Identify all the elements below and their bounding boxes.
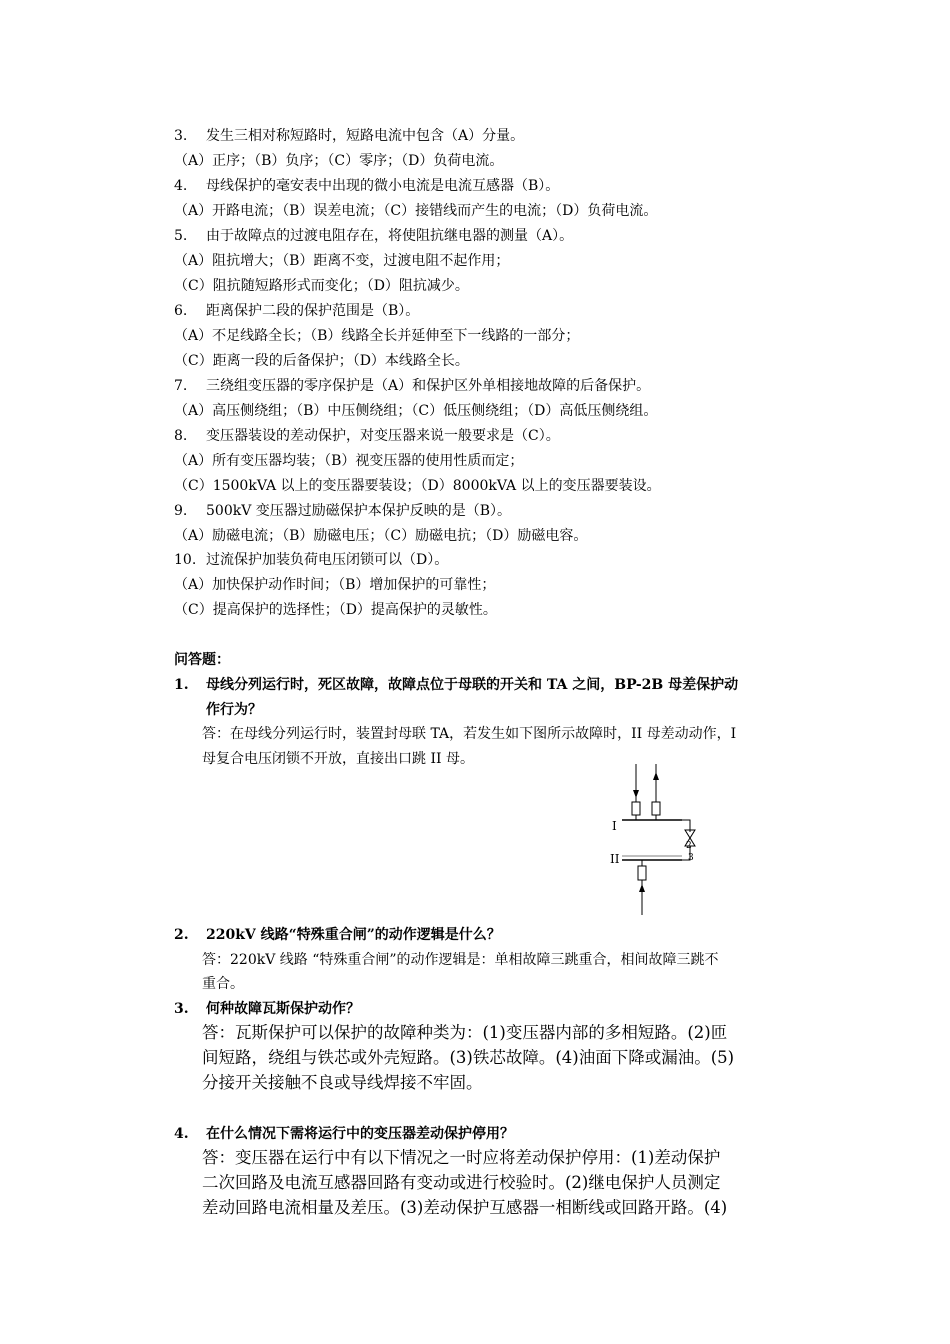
qa-3-answer-2: 间短路，绕组与铁芯或外壳短路。(3)铁芯故障。(4)油面下降或漏油。(5) bbox=[202, 1048, 735, 1067]
question-10: 10. 过流保护加装负荷电压闭锁可以（D）。 bbox=[174, 552, 449, 568]
qa-2-question: 2. 220kV 线路“特殊重合闸”的动作逻辑是什么？ bbox=[174, 927, 501, 943]
question-9-options: （A）励磁电流；（B）励磁电压；（C）励磁电抗；（D）励磁电容。 bbox=[174, 528, 588, 544]
qa-4-answer-2: 二次回路及电流互感器回路有变动或进行校验时。(2)继电保护人员测定 bbox=[202, 1173, 721, 1192]
question-6-options-2: （C）距离一段的后备保护；（D）本线路全长。 bbox=[174, 353, 469, 369]
qa-1-question: 1. 母线分列运行时，死区故障，故障点位于母联的开关和 TA 之间，BP-2B 母差保护动 bbox=[174, 677, 739, 693]
question-10-options-2: （C）提高保护的选择性；（D）提高保护的灵敏性。 bbox=[174, 602, 497, 618]
question-5-options-1: （A）阻抗增大；（B）距离不变，过渡电阻不起作用； bbox=[174, 253, 510, 269]
question-8-options-2: （C）1500kVA 以上的变压器要装设；（D）8000kVA 以上的变压器要装设。 bbox=[174, 478, 661, 494]
qa-3-question: 3. 何种故障瓦斯保护动作？ bbox=[174, 1001, 360, 1017]
bus-fault-diagram bbox=[600, 760, 710, 920]
question-3: 3. 发生三相对称短路时，短路电流中包含（A）分量。 bbox=[174, 128, 525, 144]
qa-3-answer-1: 答：瓦斯保护可以保护的故障种类为：(1)变压器内部的多相短路。(2)匝 bbox=[202, 1023, 728, 1042]
bus-2-label: II bbox=[610, 852, 620, 866]
question-4: 4. 母线保护的毫安表中出现的微小电流是电流互感器（B）。 bbox=[174, 178, 560, 194]
qa-4-answer-3: 差动回路电流相量及差压。(3)差动保护互感器一相断线或回路开路。(4) bbox=[202, 1198, 728, 1217]
qa-1-answer-2: 母复合电压闭锁不开放，直接出口跳 II 母。 bbox=[202, 751, 474, 767]
question-8-options-1: （A）所有变压器均装；（B）视变压器的使用性质而定； bbox=[174, 453, 524, 469]
bus-1-label: I bbox=[612, 819, 617, 833]
question-9: 9. 500kV 变压器过励磁保护本保护反映的是（B）。 bbox=[174, 503, 512, 519]
question-7-options: （A）高压侧绕组；（B）中压侧绕组；（C）低压侧绕组；（D）高低压侧绕组。 bbox=[174, 403, 658, 419]
question-4-options: （A）开路电流；（B）误差电流；（C）接错线而产生的电流；（D）负荷电流。 bbox=[174, 203, 658, 219]
qa-heading: 问答题： bbox=[174, 652, 230, 668]
node-label-3: 3 bbox=[688, 853, 694, 863]
question-7: 7. 三绕组变压器的零序保护是（A）和保护区外单相接地故障的后备保护。 bbox=[174, 378, 651, 394]
qa-2-answer-2: 重合。 bbox=[202, 976, 244, 992]
question-8: 8. 变压器装设的差动保护，对变压器来说一般要求是（C）。 bbox=[174, 428, 560, 444]
question-5: 5. 由于故障点的过渡电阻存在，将使阻抗继电器的测量（A）。 bbox=[174, 228, 574, 244]
qa-1-answer-1: 答：在母线分列运行时，装置封母联 TA，若发生如下图所示故障时，II 母差动动作，I bbox=[202, 726, 737, 742]
question-5-options-2: （C）阻抗随短路形式而变化；（D）阻抗减少。 bbox=[174, 278, 469, 294]
qa-4-question: 4. 在什么情况下需将运行中的变压器差动保护停用？ bbox=[174, 1126, 514, 1142]
qa-3-answer-3: 分接开关接触不良或导线焊接不牢固。 bbox=[202, 1073, 483, 1092]
qa-1-question-cont: 作行为？ bbox=[206, 702, 262, 718]
question-6-options-1: （A）不足线路全长；（B）线路全长并延伸至下一线路的一部分； bbox=[174, 328, 580, 344]
qa-4-answer-1: 答：变压器在运行中有以下情况之一时应将差动保护停用：(1)差动保护 bbox=[202, 1148, 721, 1167]
question-6: 6. 距离保护二段的保护范围是（B）。 bbox=[174, 303, 420, 319]
qa-2-answer-1: 答：220kV 线路 “特殊重合闸”的动作逻辑是：单相故障三跳重合，相间故障三跳不 bbox=[202, 952, 719, 968]
node-label-2: 2 bbox=[686, 841, 692, 851]
question-3-options: （A）正序；（B）负序；（C）零序；（D）负荷电流。 bbox=[174, 153, 504, 169]
question-10-options-1: （A）加快保护动作时间；（B）增加保护的可靠性； bbox=[174, 577, 496, 593]
